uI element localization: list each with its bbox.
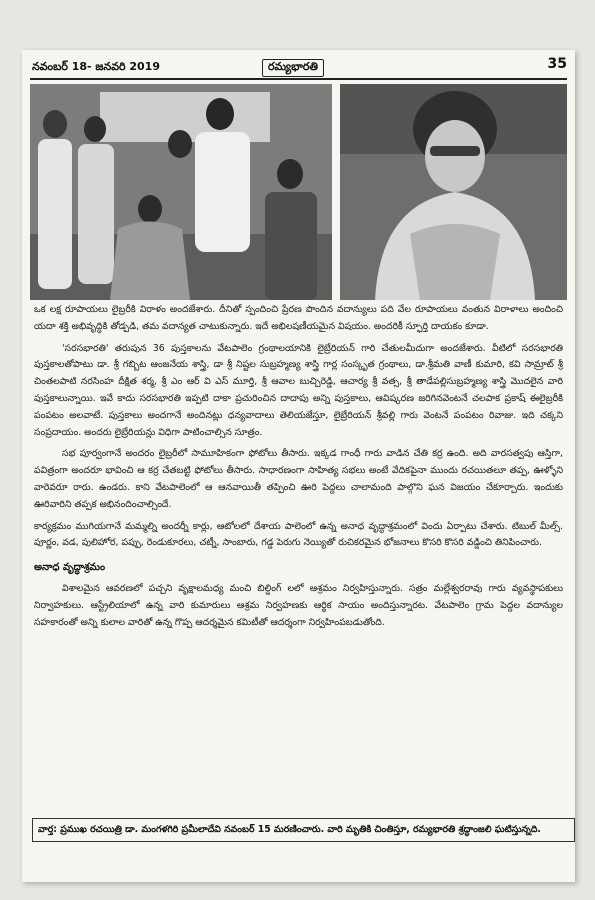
group-event-illustration bbox=[30, 84, 332, 300]
news-note-box: వార్త: ప్రముఖ రచయిత్రి డా. మంగళగిరి ప్రమీలాదేవి నవంబర్ 15 మరణించారు. వారి మృతికి చింతిస్తూ, రమ్యభారతి శ్రద్ధాంజలి ఘటిస్తున్నది. bbox=[32, 818, 575, 842]
paragraph-4: కార్యక్రమం ముగియగానే మమ్మల్ని అందర్నీ కార్లు, ఆటోలలో దేశాయ పాలెంలో ఉన్న అనాధ వృద్ధాశ్రమంలో విందు ఏర్పాటు చేశారు. టిబుల్ మీల్స్. పూర్ణం, వడ, పులిహోర, పప్పు, రెండుకూరలు, చట్నీ, సాంబారు, గడ్డ పెరుగు నెయ్యితో రుచికరమైన భోజనాలు కొసరి కొసరి వడ్డించి తినిపించారు. bbox=[34, 520, 563, 549]
section-heading: అనాధ వృద్ధాశ్రమం bbox=[34, 562, 106, 574]
paragraph-3: సభ పూర్వంగానే అందరం లైబ్రరీలో సామూహికంగా ఫోటోలు తీసారు. ఇక్కడ గాంధీ గారు వాడిన చేతి కర్ర ఉంది. అది వారసత్వపు ఆస్తిగా, పవిత్రంగా అందరూ భావించి ఆ కర్ర చేతబట్టి ఫోటోలు తీసారు. సాధారణంగా సాహిత్య సభలు అంటే వేదికపైనా ముందు రచయితలూ తప్ప, ఊళ్ళోని వారెవరూ రారు. ఉండరు. కాని వేటపాలెంలో ఆ ఆనవాయితీ తప్పించి ఊరి పెద్దలు చాలామంది పాల్గొని ఘన విజయం చేకూర్చారు. ఇందుకు ఊరివారిని తప్పక అభినందించాల్సిందే. bbox=[34, 448, 563, 510]
page-header bbox=[30, 58, 567, 80]
portrait-illustration bbox=[340, 84, 567, 300]
paragraph-1: ఒక లక్ష రూపాయలు లైబ్రరీకి విరాళం అందజేశారు. దీనితో స్పందించి ప్రేరణ పొందిన వదాన్యులు పది వేల రూపాయలు వంతున విరాళాలు అందించి యదా శక్తి అభివృద్ధికి తోడ్పడి, తమ వదాన్యత చాటుకున్నారు. ఇదే అభిలషణీయమైన విషయం. అందరికీ స్ఫూర్తి దాయకం కూడా. bbox=[34, 304, 563, 332]
paragraph-2: 'సరసభారతి' తరుపున 36 పుస్తకాలను వేటపాలెం గ్రంథాలయానికి లైబ్రేరియన్ గారి చేతులమీదుగా అందజేశారు. వీటిలో సరసభారతి పుస్తకాలతోపాటు డా. శ్రీ గబ్బిట ఆంజనేయ శాస్త్రి, డా శ్రీ నిష్టల సుబ్రహ్మణ్య శాస్త్రి గార్ల సంస్కృత గ్రంథాలు, డా.శ్రీమతి వాణీ కుమారి, కవి సామ్రాట్ శ్రీ చింతలపాటి నరసింహ దీక్షిత శర్మ, శ్రీ ఎం ఆర్ వి ఎస్ మూర్తి, శ్రీ ఆవాల బుచ్చిరెడ్డి, ఆచార్య శ్రీ వత్స, శ్రీ తాడేపల్లిసుబ్రహ్మణ్య శాస్త్రి మొదలైన వారి పుస్తకాలున్నాయి. ఇవే కాదు సరసభారతి ఇప్పటి దాకా ప్రచురించిన దాదాపు అన్ని పుస్తకాలు, ఆవిష్కరణ జరిగినవెంటనే చలపాక ప్రకాష్ ఈలైబ్రరీకి పంపటం అలవాటే. పుస్తకాలు అందగానే అందినట్లు ధన్యవాదాలు తెలియజేస్తూ, లైబ్రేరియన్ శ్రీవల్లి గారు వెంటనే పంపటం రివాజు. ఇది చక్కని సంప్రదాయం. అందరు లైబ్రేరియన్లు విధిగా పాటించాల్సిన సూత్రం. bbox=[34, 342, 563, 438]
magazine-title: రమ్యభారతి bbox=[262, 59, 324, 77]
portrait-photo bbox=[340, 84, 567, 300]
page-number: 35 bbox=[547, 56, 567, 72]
magazine-page bbox=[22, 50, 575, 882]
article-body bbox=[34, 302, 563, 636]
paragraph-5: విశాలమైన ఆవరణలో పచ్చని వృక్షాలమధ్య మంచి బిల్డింగ్ లలో ఆశ్రమం నిర్వహిస్తున్నారు. సత్రం మల్లేశ్వరరావు గారు వ్యవస్థాపకులు నిర్వాహకులు. ఆస్ట్రేలియాలో ఉన్న వారి కుమారులు ఆశ్రమ నిర్వహణకు ఆర్థిక సాయం అందిస్తున్నారట. వేటపాలెం గ్రామ పెద్దల వదాన్యుల సహకారంతో అన్ని కులాల వారితో ఉన్న గొప్ప ఆదర్శమైన కమిటీతో ఆదర్శంగా నిర్వహింపబడుతోంది. bbox=[34, 582, 563, 628]
group-event-photo bbox=[30, 84, 332, 300]
issue-date: నవంబర్ 18- జనవరి 2019 bbox=[32, 60, 160, 73]
